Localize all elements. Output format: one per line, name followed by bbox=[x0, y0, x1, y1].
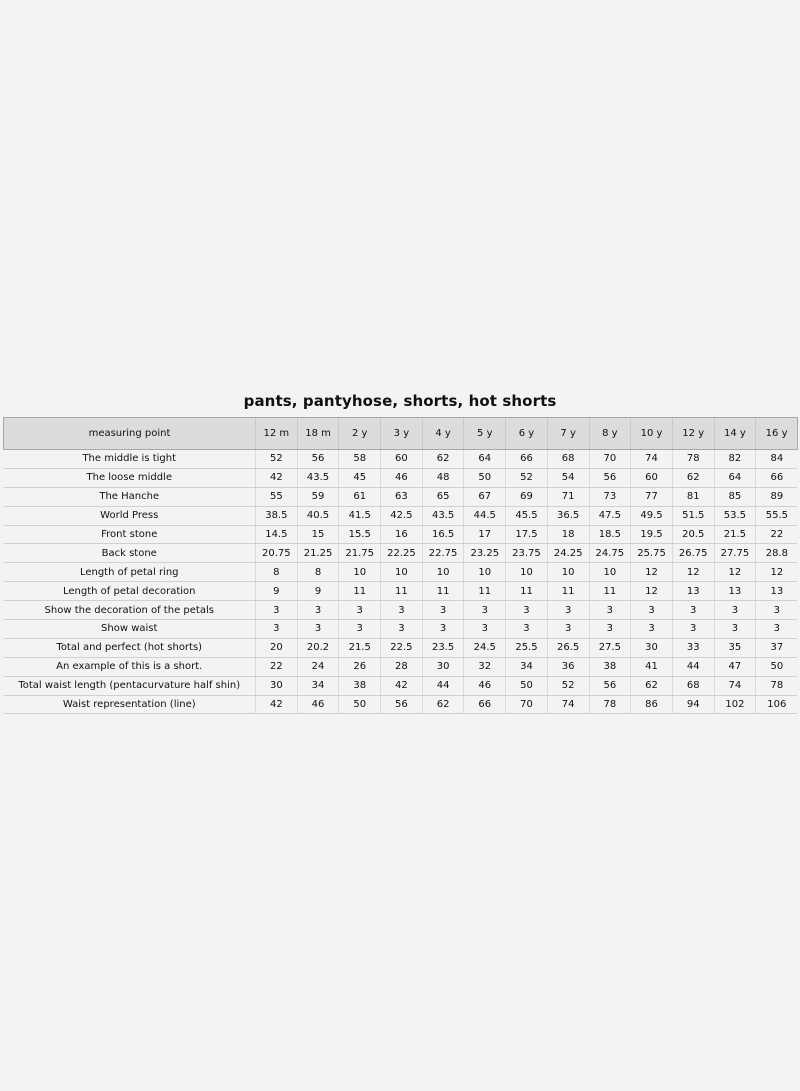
measurement-cell: 36.5 bbox=[547, 506, 589, 525]
measurement-cell: 78 bbox=[672, 450, 714, 469]
measurement-cell: 60 bbox=[381, 450, 423, 469]
measurement-cell: 43.5 bbox=[297, 468, 339, 487]
measurement-cell: 52 bbox=[506, 468, 548, 487]
measurement-cell: 12 bbox=[714, 563, 756, 582]
measurement-cell: 30 bbox=[256, 676, 298, 695]
table-row bbox=[4, 525, 798, 544]
measurement-cell: 74 bbox=[714, 676, 756, 695]
measurement-cell: 13 bbox=[714, 582, 756, 601]
measurement-cell: 3 bbox=[422, 601, 464, 620]
measurement-cell: 66 bbox=[756, 468, 798, 487]
measurement-cell: 12 bbox=[756, 563, 798, 582]
measurement-cell: 22.75 bbox=[422, 544, 464, 563]
table-header bbox=[4, 418, 798, 450]
measurement-cell: 18 bbox=[547, 525, 589, 544]
column-header-size: 4 y bbox=[422, 418, 464, 450]
measurement-cell: 58 bbox=[339, 450, 381, 469]
measurement-cell: 84 bbox=[756, 450, 798, 469]
measurement-cell: 62 bbox=[631, 676, 673, 695]
measurement-cell: 33 bbox=[672, 638, 714, 657]
measurement-cell: 50 bbox=[756, 657, 798, 676]
measurement-cell: 3 bbox=[339, 601, 381, 620]
measurement-cell: 44 bbox=[422, 676, 464, 695]
measurement-cell: 17 bbox=[464, 525, 506, 544]
measurement-cell: 60 bbox=[631, 468, 673, 487]
measurement-cell: 15.5 bbox=[339, 525, 381, 544]
measurement-cell: 13 bbox=[672, 582, 714, 601]
measurement-cell: 3 bbox=[756, 620, 798, 639]
measurement-cell: 3 bbox=[297, 620, 339, 639]
measurement-cell: 53.5 bbox=[714, 506, 756, 525]
measurement-cell: 23.25 bbox=[464, 544, 506, 563]
measurement-cell: 38 bbox=[589, 657, 631, 676]
measurement-cell: 21.5 bbox=[714, 525, 756, 544]
measurement-cell: 40.5 bbox=[297, 506, 339, 525]
measurement-cell: 3 bbox=[589, 620, 631, 639]
chart-title: pants, pantyhose, shorts, hot shorts bbox=[243, 392, 557, 410]
table-row bbox=[4, 676, 798, 695]
table-row bbox=[4, 695, 798, 714]
measurement-cell: 55.5 bbox=[756, 506, 798, 525]
measurement-cell: 3 bbox=[256, 620, 298, 639]
row-label: Total and perfect (hot shorts) bbox=[4, 638, 256, 657]
measurement-cell: 20.75 bbox=[256, 544, 298, 563]
row-label: Show waist bbox=[4, 620, 256, 639]
measurement-cell: 42 bbox=[256, 468, 298, 487]
row-label: Back stone bbox=[4, 544, 256, 563]
measurement-cell: 18.5 bbox=[589, 525, 631, 544]
measurement-cell: 3 bbox=[547, 620, 589, 639]
measurement-cell: 24 bbox=[297, 657, 339, 676]
measurement-cell: 37 bbox=[756, 638, 798, 657]
measurement-cell: 54 bbox=[547, 468, 589, 487]
measurement-cell: 66 bbox=[464, 695, 506, 714]
measurement-cell: 34 bbox=[506, 657, 548, 676]
table-row bbox=[4, 582, 798, 601]
row-label: An example of this is a short. bbox=[4, 657, 256, 676]
measurement-cell: 45.5 bbox=[506, 506, 548, 525]
measurement-cell: 16.5 bbox=[422, 525, 464, 544]
measurement-cell: 106 bbox=[756, 695, 798, 714]
measurement-cell: 3 bbox=[339, 620, 381, 639]
measurement-cell: 10 bbox=[506, 563, 548, 582]
measurement-cell: 3 bbox=[672, 620, 714, 639]
measurement-cell: 21.25 bbox=[297, 544, 339, 563]
measurement-cell: 49.5 bbox=[631, 506, 673, 525]
measurement-cell: 10 bbox=[381, 563, 423, 582]
measurement-cell: 28 bbox=[381, 657, 423, 676]
measurement-cell: 3 bbox=[381, 620, 423, 639]
measurement-cell: 3 bbox=[631, 601, 673, 620]
measurement-cell: 64 bbox=[464, 450, 506, 469]
table-row bbox=[4, 544, 798, 563]
measurement-cell: 16 bbox=[381, 525, 423, 544]
measurement-cell: 3 bbox=[381, 601, 423, 620]
measurement-cell: 42.5 bbox=[381, 506, 423, 525]
column-header-size: 18 m bbox=[297, 418, 339, 450]
column-header-size: 12 y bbox=[672, 418, 714, 450]
measurement-cell: 51.5 bbox=[672, 506, 714, 525]
measurement-cell: 102 bbox=[714, 695, 756, 714]
measurement-cell: 10 bbox=[547, 563, 589, 582]
measurement-cell: 11 bbox=[547, 582, 589, 601]
measurement-cell: 3 bbox=[506, 601, 548, 620]
size-chart-table bbox=[3, 417, 798, 714]
column-header-size: 14 y bbox=[714, 418, 756, 450]
measurement-cell: 67 bbox=[464, 487, 506, 506]
measurement-cell: 19.5 bbox=[631, 525, 673, 544]
measurement-cell: 11 bbox=[589, 582, 631, 601]
measurement-cell: 10 bbox=[339, 563, 381, 582]
measurement-cell: 14.5 bbox=[256, 525, 298, 544]
header-row bbox=[4, 418, 798, 450]
measurement-cell: 12 bbox=[631, 563, 673, 582]
measurement-cell: 94 bbox=[672, 695, 714, 714]
measurement-cell: 26.5 bbox=[547, 638, 589, 657]
measurement-cell: 61 bbox=[339, 487, 381, 506]
measurement-cell: 56 bbox=[589, 676, 631, 695]
measurement-cell: 12 bbox=[672, 563, 714, 582]
measurement-cell: 23.5 bbox=[422, 638, 464, 657]
measurement-cell: 50 bbox=[339, 695, 381, 714]
measurement-cell: 3 bbox=[547, 601, 589, 620]
measurement-cell: 44 bbox=[672, 657, 714, 676]
table-row bbox=[4, 487, 798, 506]
measurement-cell: 63 bbox=[381, 487, 423, 506]
measurement-cell: 28.8 bbox=[756, 544, 798, 563]
column-header-size: 10 y bbox=[631, 418, 673, 450]
column-header-measuring-point: measuring point bbox=[4, 418, 256, 450]
table-row bbox=[4, 563, 798, 582]
measurement-cell: 9 bbox=[297, 582, 339, 601]
measurement-cell: 10 bbox=[589, 563, 631, 582]
row-label: Show the decoration of the petals bbox=[4, 601, 256, 620]
measurement-cell: 62 bbox=[422, 695, 464, 714]
measurement-cell: 11 bbox=[381, 582, 423, 601]
measurement-cell: 71 bbox=[547, 487, 589, 506]
measurement-cell: 78 bbox=[589, 695, 631, 714]
column-header-size: 7 y bbox=[547, 418, 589, 450]
measurement-cell: 3 bbox=[672, 601, 714, 620]
measurement-cell: 68 bbox=[672, 676, 714, 695]
measurement-cell: 47.5 bbox=[589, 506, 631, 525]
measurement-cell: 8 bbox=[297, 563, 339, 582]
measurement-cell: 82 bbox=[714, 450, 756, 469]
measurement-cell: 77 bbox=[631, 487, 673, 506]
measurement-cell: 34 bbox=[297, 676, 339, 695]
table-row bbox=[4, 450, 798, 469]
measurement-cell: 22.25 bbox=[381, 544, 423, 563]
measurement-cell: 74 bbox=[631, 450, 673, 469]
measurement-cell: 25.75 bbox=[631, 544, 673, 563]
measurement-cell: 70 bbox=[589, 450, 631, 469]
measurement-cell: 70 bbox=[506, 695, 548, 714]
table-row bbox=[4, 468, 798, 487]
measurement-cell: 44.5 bbox=[464, 506, 506, 525]
measurement-cell: 59 bbox=[297, 487, 339, 506]
measurement-cell: 3 bbox=[464, 620, 506, 639]
measurement-cell: 50 bbox=[506, 676, 548, 695]
row-label: The loose middle bbox=[4, 468, 256, 487]
measurement-cell: 21.5 bbox=[339, 638, 381, 657]
measurement-cell: 30 bbox=[631, 638, 673, 657]
measurement-cell: 65 bbox=[422, 487, 464, 506]
measurement-cell: 46 bbox=[464, 676, 506, 695]
table-row bbox=[4, 601, 798, 620]
measurement-cell: 24.75 bbox=[589, 544, 631, 563]
measurement-cell: 45 bbox=[339, 468, 381, 487]
measurement-cell: 64 bbox=[714, 468, 756, 487]
measurement-cell: 85 bbox=[714, 487, 756, 506]
measurement-cell: 56 bbox=[381, 695, 423, 714]
measurement-cell: 3 bbox=[756, 601, 798, 620]
measurement-cell: 26 bbox=[339, 657, 381, 676]
measurement-cell: 56 bbox=[589, 468, 631, 487]
measurement-cell: 11 bbox=[339, 582, 381, 601]
row-label: The Hanche bbox=[4, 487, 256, 506]
row-label: Waist representation (line) bbox=[4, 695, 256, 714]
measurement-cell: 62 bbox=[672, 468, 714, 487]
row-label: Front stone bbox=[4, 525, 256, 544]
measurement-cell: 26.75 bbox=[672, 544, 714, 563]
measurement-cell: 35 bbox=[714, 638, 756, 657]
measurement-cell: 24.5 bbox=[464, 638, 506, 657]
measurement-cell: 15 bbox=[297, 525, 339, 544]
measurement-cell: 69 bbox=[506, 487, 548, 506]
table-row bbox=[4, 638, 798, 657]
measurement-cell: 21.75 bbox=[339, 544, 381, 563]
measurement-cell: 3 bbox=[256, 601, 298, 620]
measurement-cell: 42 bbox=[381, 676, 423, 695]
measurement-cell: 10 bbox=[464, 563, 506, 582]
measurement-cell: 3 bbox=[714, 620, 756, 639]
measurement-cell: 74 bbox=[547, 695, 589, 714]
column-header-size: 2 y bbox=[339, 418, 381, 450]
measurement-cell: 22 bbox=[256, 657, 298, 676]
table-row bbox=[4, 657, 798, 676]
measurement-cell: 32 bbox=[464, 657, 506, 676]
measurement-cell: 3 bbox=[297, 601, 339, 620]
row-label: World Press bbox=[4, 506, 256, 525]
measurement-cell: 3 bbox=[506, 620, 548, 639]
measurement-cell: 41.5 bbox=[339, 506, 381, 525]
measurement-cell: 68 bbox=[547, 450, 589, 469]
measurement-cell: 11 bbox=[464, 582, 506, 601]
measurement-cell: 46 bbox=[297, 695, 339, 714]
measurement-cell: 3 bbox=[422, 620, 464, 639]
measurement-cell: 47 bbox=[714, 657, 756, 676]
table-body bbox=[4, 450, 798, 714]
column-header-size: 8 y bbox=[589, 418, 631, 450]
measurement-cell: 11 bbox=[506, 582, 548, 601]
measurement-cell: 8 bbox=[256, 563, 298, 582]
measurement-cell: 13 bbox=[756, 582, 798, 601]
measurement-cell: 20.5 bbox=[672, 525, 714, 544]
measurement-cell: 56 bbox=[297, 450, 339, 469]
measurement-cell: 12 bbox=[631, 582, 673, 601]
measurement-cell: 3 bbox=[714, 601, 756, 620]
measurement-cell: 38.5 bbox=[256, 506, 298, 525]
measurement-cell: 17.5 bbox=[506, 525, 548, 544]
measurement-cell: 30 bbox=[422, 657, 464, 676]
measurement-cell: 48 bbox=[422, 468, 464, 487]
measurement-cell: 3 bbox=[589, 601, 631, 620]
measurement-cell: 24.25 bbox=[547, 544, 589, 563]
measurement-cell: 23.75 bbox=[506, 544, 548, 563]
measurement-cell: 27.5 bbox=[589, 638, 631, 657]
measurement-cell: 22 bbox=[756, 525, 798, 544]
measurement-cell: 41 bbox=[631, 657, 673, 676]
column-header-size: 3 y bbox=[381, 418, 423, 450]
measurement-cell: 22.5 bbox=[381, 638, 423, 657]
measurement-cell: 43.5 bbox=[422, 506, 464, 525]
measurement-cell: 52 bbox=[547, 676, 589, 695]
column-header-size: 12 m bbox=[256, 418, 298, 450]
row-label: Total waist length (pentacurvature half shin) bbox=[4, 676, 256, 695]
measurement-cell: 81 bbox=[672, 487, 714, 506]
measurement-cell: 46 bbox=[381, 468, 423, 487]
measurement-cell: 42 bbox=[256, 695, 298, 714]
measurement-cell: 20.2 bbox=[297, 638, 339, 657]
measurement-cell: 11 bbox=[422, 582, 464, 601]
measurement-cell: 38 bbox=[339, 676, 381, 695]
measurement-cell: 86 bbox=[631, 695, 673, 714]
measurement-cell: 3 bbox=[464, 601, 506, 620]
row-label: Length of petal decoration bbox=[4, 582, 256, 601]
measurement-cell: 9 bbox=[256, 582, 298, 601]
measurement-cell: 62 bbox=[422, 450, 464, 469]
measurement-cell: 50 bbox=[464, 468, 506, 487]
measurement-cell: 52 bbox=[256, 450, 298, 469]
measurement-cell: 3 bbox=[631, 620, 673, 639]
column-header-size: 5 y bbox=[464, 418, 506, 450]
table-row bbox=[4, 620, 798, 639]
measurement-cell: 55 bbox=[256, 487, 298, 506]
measurement-cell: 25.5 bbox=[506, 638, 548, 657]
measurement-cell: 89 bbox=[756, 487, 798, 506]
measurement-cell: 78 bbox=[756, 676, 798, 695]
row-label: Length of petal ring bbox=[4, 563, 256, 582]
measurement-cell: 36 bbox=[547, 657, 589, 676]
measurement-cell: 27.75 bbox=[714, 544, 756, 563]
row-label: The middle is tight bbox=[4, 450, 256, 469]
measurement-cell: 66 bbox=[506, 450, 548, 469]
table-row bbox=[4, 506, 798, 525]
column-header-size: 6 y bbox=[506, 418, 548, 450]
measurement-cell: 10 bbox=[422, 563, 464, 582]
measurement-cell: 73 bbox=[589, 487, 631, 506]
measurement-cell: 20 bbox=[256, 638, 298, 657]
column-header-size: 16 y bbox=[756, 418, 798, 450]
